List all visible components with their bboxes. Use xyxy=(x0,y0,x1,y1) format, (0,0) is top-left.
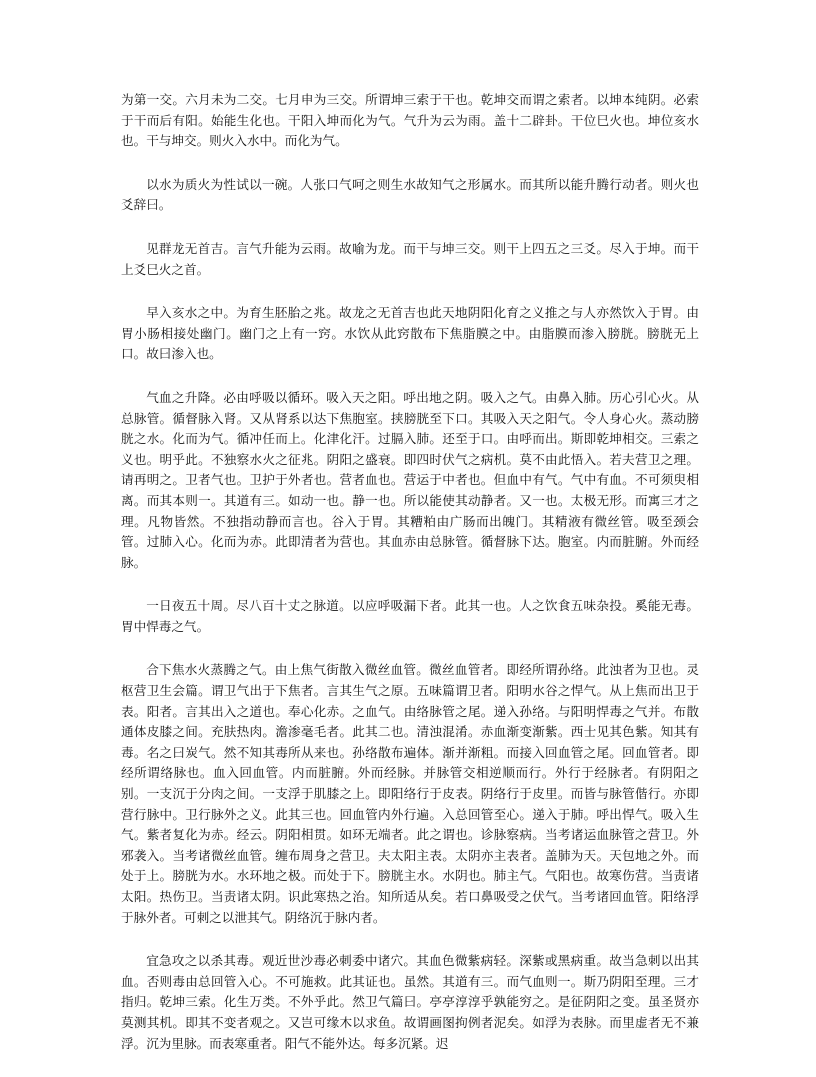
paragraph-8: 宜急攻之以杀其毒。观近世沙毒必刺委中诸穴。其血色微紫病轻。深紫或黑病重。故当急刺以出其血。否则毒由总回管入心。不可施救。此其证也。虽然。其道有三。而气血则一。斯乃阴阳至理。三才指归。乾坤三索。化生万类。不外乎此。然卫气篇曰。亭亭淳淳乎孰能穷之。是征阴阳之变。虽圣贤亦莫测其机。即其不变者观之。又岂可缘木以求鱼。故谓画图拘例者泥矣。如浮为表脉。而里虚者无不兼浮。沉为里脉。而表寒重者。阳气不能外达。每多沉紧。迟 xyxy=(121,953,699,1051)
document-page xyxy=(121,90,699,1077)
paragraph-1: 为第一交。六月未为二交。七月申为三交。所谓坤三索于干也。乾坤交而谓之索者。以坤本纯阴。必索于干而后有阳。始能生化也。干阳入坤而化为气。气升为云为雨。盖十二辟卦。干位巳火也。坤位亥水也。干与坤交。则火入水中。而化为气。 xyxy=(121,92,699,149)
paragraph-5: 气血之升降。必由呼吸以循环。吸入天之阳。呼出地之阴。吸入之气。由鼻入肺。历心引心火。从总脉管。循督脉入肾。又从肾系以达下焦胞室。挟膀胱至下口。其吸入天之阳气。令人身心火。蒸动膀胱之水。化而为气。循冲任而上。化津化汗。过膈入肺。还至于口。由呼而出。斯即乾坤相交。三索之义也。明乎此。不独察水火之征兆。阴阳之盛衰。即四时伏气之病机。莫不由此悟入。若夫营卫之理。请再明之。卫者气也。卫护于外者也。营者血也。营运于中者也。但血中有气。气中有血。不可须臾相离。而其本则一。其道有三。如动一也。静一也。所以能使其动静者。又一也。太极无形。而寓三才之理。凡物皆然。不独指动静而言也。谷入于胃。其糟粕由广肠而出魄门。其精液有微丝管。吸至颈会管。过肺入心。化而为赤。此即清者为营也。其血赤由总脉管。循督脉下达。胞室。内而脏腑。外而经脉。 xyxy=(121,389,699,570)
paragraph-6: 一日夜五十周。尽八百十丈之脉道。以应呼吸漏下者。此其一也。人之饮食五味杂投。奚能无毒。胃中悍毒之气。 xyxy=(121,598,699,634)
paragraph-3: 见群龙无首吉。言气升能为云雨。故喻为龙。而干与坤三交。则干上四五之三爻。尽入于坤。而干上爻巳火之首。 xyxy=(121,240,699,277)
paragraph-7: 合下焦水火蒸腾之气。由上焦气街散入微丝血管。微丝血管者。即经所谓孙络。此浊者为卫也。灵枢营卫生会篇。谓卫气出于下焦者。言其生气之原。五味篇谓卫者。阳明水谷之悍气。从上焦而出卫于表。阳者。言其出入之道也。奉心化赤。之血气。由络脉管之尾。递入孙络。与阳明悍毒之气并。布散通体皮膝之间。充肤热肉。澹渗毫毛者。此其二也。清浊混淆。赤血渐变渐紫。西士见其色紫。知其有毒。名之曰炭气。然不知其毒所从来也。孙络散布遍体。渐并渐粗。而接入回血管之尾。回血管者。即经所谓络脉也。血入回血管。内而脏腑。外而经脉。并脉管交相逆顺而行。外行于经脉者。有阴阳之别。一支沉于分肉之间。一支浮于肌膝之上。即阳络行于皮表。阴络行于皮里。而皆与脉管偕行。亦即营行脉中。卫行脉外之义。此其三也。回血管内外行遍。入总回管至心。递入于肺。呼出悍气。吸入生气。紫者复化为赤。经云。阴阳相贯。如环无端者。此之谓也。诊脉察病。当考诸运血脉管之营卫。外邪袭入。当考诸微丝血管。缠布周身之营卫。夫太阳主表。太阴亦主表者。盖肺为天。天包地之外。而处于上。膀胱为水。水环地之极。而处于下。膀胱主水。水阴也。肺主气。气阳也。故寒伤营。当责诸太阳。热伤卫。当责诸太阴。识此寒热之治。知所适从矣。若口鼻吸受之伏气。当考诸回血管。阳络浮于脉外者。可刺之以泄其气。阴络沉于脉内者。 xyxy=(121,662,699,925)
paragraph-4: 早入亥水之中。为育生胚胎之兆。故龙之无首吉也此天地阴阳化育之义推之与人亦然饮入于胃。由胃小肠相接处幽门。幽门之上有一窍。水饮从此窍散布下焦脂膜之中。由脂膜而渗入膀胱。膀胱无上口。故曰渗入也。 xyxy=(121,305,699,362)
paragraph-2: 以水为质火为性试以一碗。人张口气呵之则生水故知气之形属水。而其所以能升腾行动者。则火也爻辞曰。 xyxy=(121,176,699,213)
